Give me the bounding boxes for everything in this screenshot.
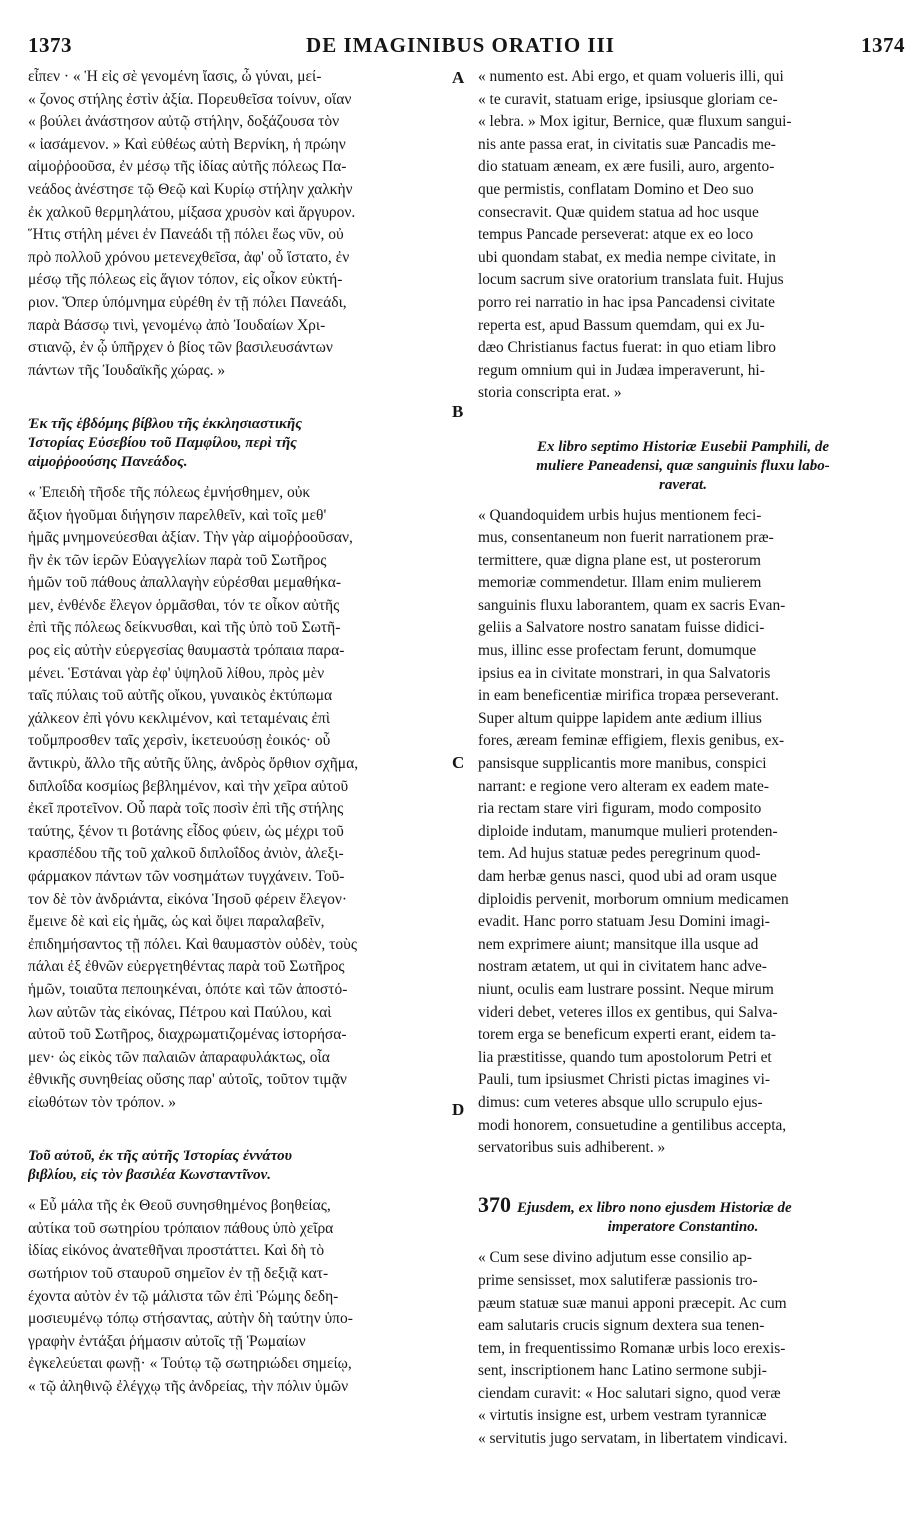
text-line: ριον. Ὅπερ ὑπόμνημα εὑρέθη ἐν τῇ πόλει Πανεάδι, [28,293,347,311]
text-line: μοσιευμένῳ τόπῳ στήσαντας, αὐτὴν δὴ ταύτην ὑπο- [28,1310,353,1328]
greek-text-block-2 [28,482,452,1115]
latin-heading-2-text: Ejusdem, ex libro nono ejusdem Historiæ de [517,1200,792,1217]
greek-column [28,66,452,1398]
latin-column [478,66,888,1451]
text-line: Ἱστορίας Εὐσεβίου τοῦ Παμφίλου, περὶ τῆς [28,434,297,451]
text-line: έχοντα αὐτὸν ἐν τῷ μάλιστα τῶν ἐπὶ Ῥώμης δεδη- [28,1287,339,1305]
text-line: storia conscripta erat. » [478,384,622,402]
text-line: ἄντικρὺ, ἄλλο τῆς αὐτῆς ὕλης, ἀνδρὸς ὄρθιον σχῆμα, [28,755,359,773]
text-line: ἡμῶν, τοιαῦτα πεποιηκέναι, ὁπότε καὶ τῶν ἀποστό- [28,980,348,998]
section-number: 370 [478,1192,511,1218]
text-line: dimus: cum veteres absque ullo scrupulo ejus- [478,1093,763,1111]
text-line: αἱμοῤῥοοῦσα, ἐν μέσῳ τῆς ἰδίας αὐτῆς πόλεως Πα- [28,158,347,176]
text-line: « te curavit, statuam erige, ipsiusque gloriam ce- [478,90,778,108]
text-line: narrant: e regione vero alteram ex eadem mate- [478,777,769,795]
latin-text-block-3 [478,1247,888,1450]
text-line: εἰωθότων τὸν τρόπον. » [28,1093,177,1111]
text-line: ἐθνικῆς συνηθείας οὔσης παρ' αὐτοῖς, τοῦτον τιμᾷν [28,1071,347,1089]
text-line: pæum statuæ suæ manui apponi præcepit. Ac cum [478,1294,787,1312]
text-line: eam salutaris crucis signum dextera sua tenen- [478,1317,765,1335]
text-line: porro rei narratio in hac ipsa Pancadensi civitate [478,293,776,311]
text-line: prime sensisset, mox salutiferæ passionis tro- [478,1271,758,1289]
text-line: tem. Ad hujus statuæ pedes peregrinum quod- [478,845,761,863]
text-line: ρος εἰς αὐτὴν εὐεργεσίας θαυμαστὰ τρόπαια παρα- [28,642,345,660]
text-line: regum omnium qui in Judæa imperaverunt, hi- [478,361,765,379]
text-line: tempus Pancade perseverat: atque ex eo loco [478,226,754,244]
text-line: « τῷ ἀληθινῷ ἐλέγχῳ τῆς ἀνδρείας, τὴν πόλιν ὑμῶν [28,1377,349,1395]
text-line: ipsius ea in civitate monstrari, in qua Salvatoris [478,664,771,682]
text-line: nis ante passa erat, in civitatis suæ Pancadis me- [478,135,776,153]
text-line: modi honorem, consuetudine a gentilibus accepta, [478,1116,787,1134]
text-line: ἰδίας εἰκόνος ἀνατεθῆναι προστάττει. Καὶ δὴ τὸ [28,1242,325,1260]
text-line: παρὰ Βάσσῳ τινὶ, γενομένῳ ἀπὸ Ἰουδαίων Χρι- [28,316,326,334]
text-line: ἐπὶ τῆς πόλεως δείκνυσθαι, καὶ τῆς ὑπὸ τοῦ Σωτῆ- [28,619,341,637]
greek-heading-1 [28,415,452,472]
latin-heading-2-line-1 [478,1192,888,1218]
text-line: πάντων τῆς Ἰουδαϊκῆς χώρας. » [28,361,226,379]
text-line: ταύτης, ξένον τι βοτάνης εἶδος φύειν, ὡς μέχρι τοῦ [28,822,344,840]
text-line: φάρμακον πάντων τῶν νοσημάτων τυγχάνειν. Τοῦ- [28,868,345,885]
text-line: Τοῦ αὐτοῦ, ἐκ τῆς αὐτῆς Ἱστορίας ἐννάτου [28,1148,293,1165]
text-line: locum sacrum sive oratorium translata fuit. Hujus [478,271,784,289]
latin-heading-1 [478,438,888,495]
text-line: ἐπιδημήσαντος τῇ πόλει. Καὶ θαυμαστὸν οὐδὲν, τοὺς [28,935,357,953]
text-line: fores, æream feminæ effigiem, flexis genibus, ex- [478,732,785,750]
text-line: πρὸ πολλοῦ χρόνου μετενεχθεῖσα, ἀφ' οὗ ἵστατο, ἐν [28,248,350,266]
text-line: videri debet, veteres illos ex gentibus, qui Salva- [478,1003,778,1021]
text-line: que permistis, conflatam Domino et Deo suo [478,180,754,198]
text-line: ἐκεῖ προτεῖνον. Οὗ παρὰ τοῖς ποσὶν ἐπὶ τῆς στήλης [28,800,344,818]
text-line: ἣν ἐκ τῶν ἱερῶν Εὐαγγελίων παρὰ τοῦ Σωτῆρος [28,551,327,569]
text-line: νεάδος ἀνέστησε τῷ Θεῷ καὶ Κυρίῳ στήλην χαλκὴν [28,180,353,198]
page-number-right: 1374 [861,33,905,57]
margin-marker-b: B [452,402,464,421]
text-line: « Εὖ μάλα τῆς ἐκ Θεοῦ συνησθημένος βοηθείας, [28,1197,331,1215]
margin-marker-d: D [452,1100,465,1119]
text-line: κρασπέδου τῆς τοῦ χαλκοῦ διπλοΐδος ἀνιὸν, ἀλεξι- [28,845,344,863]
text-line: χάλκεον ἐπὶ γόνυ κεκλιμένον, καὶ τεταμέναις ἐπὶ [28,709,331,727]
text-line: μεν, ἐνθένδε ἔλεγον ὁρμᾶσθαι, τόν τε οἶκον αὐτῆς [28,596,340,614]
page-header [14,33,907,63]
latin-text-block-1 [478,66,888,405]
text-line: diploidis pervenit, morborum omnium medicamen [478,890,789,908]
text-line: « servitutis jugo servatam, in libertatem vindicavi. [478,1430,788,1448]
text-line: « ἰασάμενον. » Καὶ εὐθέως αὐτὴ Βερνίκη, ἡ πρώην [28,135,346,153]
latin-heading-2-line-2: imperatore Constantino. [607,1219,759,1236]
text-line: niunt, oculis eam lustrare possint. Neque mirum [478,980,774,998]
text-line: αὐτοῦ τοῦ Σωτῆρος, διαχρωματιζομένας ἱστορήσα- [28,1026,347,1044]
text-line: reperta est, apud Bassum quemdam, qui ex Ju- [478,316,765,334]
text-line: ἔμεινε δὲ καὶ εἰς ἡμᾶς, ὡς καὶ ὄψει παραλαβεῖν, [28,913,325,931]
text-line: ἡμῶν τοῦ πάθους ἀπαλλαγὴν εὑρέσθαι μεμαθήκα- [28,574,342,592]
text-line: βιβλίου, εἰς τὸν βασιλέα Κωνσταντῖνον. [28,1167,272,1184]
text-line: « ζονος στήλης ἐστὶν ἀξία. Πορευθεῖσα τοίνυν, οἵαν [28,90,352,108]
text-line: μεν· ὡς εἰκὸς τῶν παλαιῶν ἀπαραφυλάκτως, οἷα [28,1048,330,1066]
text-line: Ἥτις στήλη μένει ἐν Πανεάδι τῇ πόλει ἕως νῦν, οὐ [28,226,344,244]
text-line: Pauli, tum ipsiusmet Christi pictas imagines vi- [478,1071,770,1089]
text-line: dæo Christianus factus fuerat: in quo etiam libro [478,339,776,357]
text-line: μένει. Ἑστάναι γὰρ ἐφ' ὑψηλοῦ λίθου, πρὸς μὲν [28,664,325,682]
text-line: sanguinis fluxu laborantem, quam ex sacris Evan- [478,596,786,614]
text-line: nostram ætatem, ut qui in civitatem hanc adve- [478,958,767,976]
text-line: torem erga se beneficum experti erant, eidem ta- [478,1026,776,1044]
latin-text-block-2 [478,505,888,1160]
text-line: « lebra. » Mox igitur, Bernice, quæ fluxum sangui- [478,113,792,131]
text-line: ἄξιον ἡγοῦμαι διήγησιν παρελθεῖν, καὶ τοῖς μεθ' [28,506,327,524]
text-line: τον δὲ τὸν ἀνδριάντα, εἰκόνα Ἰησοῦ φέρειν ἔλεγον· [28,890,347,908]
text-line: servatoribus suis adhiberent. » [478,1139,666,1157]
text-line: « βούλει ἀνάστησον αὐτῷ στήλην, δοξάζουσα τὸν [28,113,340,131]
text-line: ciendam curavit: « Hoc salutari signo, quod veræ [478,1384,781,1402]
text-line: consecravit. Quæ quidem statua ad hoc usque [478,203,759,221]
text-line: memoriæ commendetur. Illam enim mulierem [478,574,762,592]
text-line: εἶπεν · « Ἡ εἰς σὲ γενομένη ἴασις, ὦ γύναι, μεί- [28,68,322,85]
text-line: ἐγκελεύεται φωνῇ· « Τούτῳ τῷ σωτηριώδει σημείῳ, [28,1355,352,1373]
text-line: αἱμοῤῥοούσης Πανεάδος. [28,453,188,470]
greek-text-block-3 [28,1195,452,1398]
text-line: « virtutis insigne est, urbem vestram tyrannicæ [478,1407,767,1425]
text-line: στιανῷ, ἐν ᾧ ὑπῆρχεν ὁ βίος τῶν βασιλευσάντων [28,339,333,357]
text-line: « Quandoquidem urbis hujus mentionem feci- [478,506,762,524]
text-line: τοὔμπροσθεν ταῖς χερσὶν, ἱκετευούσῃ ἐοικός· οὗ [28,732,331,750]
text-line: αὐτίκα τοῦ σωτηρίου τρόπαιον πάθους ὑπὸ χεῖρα [28,1219,334,1237]
greek-text-block-1 [28,66,452,382]
margin-marker-a: A [452,68,465,87]
text-line: sent, inscriptionem hanc Latino sermone subji- [478,1362,767,1380]
text-line: γραφὴν ἐντάξαι ῥήμασιν αὐτοῖς τῇ Ῥωμαίων [28,1332,306,1350]
text-line: σωτήριον τοῦ σταυροῦ σημεῖον ἐν τῇ δεξιᾷ κατ- [28,1264,329,1282]
text-line: Ex libro septimo Historiæ Eusebii Pamphili, de [536,438,830,455]
text-line: tem, in frequentissimo Romanæ urbis loco erexis- [478,1339,786,1357]
text-line: μέσῳ τῆς πόλεως εἰς ἅγιον τόπον, εἰς οἶκον εὐκτή- [28,271,343,289]
page-number-left: 1373 [28,33,72,57]
text-line: Ἐκ τῆς ἑβδόμης βίβλου τῆς ἐκκλησιαστικῆς [28,415,302,432]
text-line: ταῖς πύλαις τοῦ αὐτῆς οἴκου, γυναικὸς ἐκτύπωμα [28,687,333,705]
text-line: evadit. Hanc porro statuam Jesu Domini imagi- [478,913,770,931]
text-line: « numento est. Abi ergo, et quam volueris illi, qui [478,68,784,85]
text-line: mus, illinc esse profectam ferunt, domumque [478,642,757,660]
text-line: raverat. [659,476,707,493]
text-line: mus, consentaneum non fuerit narrationem præ- [478,529,774,547]
text-line: pansisque supplicantis more manibus, conspici [478,755,767,773]
text-line: geliis a Salvatore nostro sanatam fuisse didici- [478,619,765,637]
text-line: lia præstitisse, quando tum apostolorum Petri et [478,1048,772,1066]
text-line: « Ἐπειδὴ τῆσδε τῆς πόλεως ἐμνήσθημεν, οὐκ [28,483,311,501]
text-line: diploide indutam, manumque mulieri protenden- [478,822,778,840]
text-line: λων αὐτῶν τὰς εἰκόνας, Πέτρου καὶ Παύλου, καὶ [28,1003,332,1021]
text-line: ἡμᾶς μνημονεύεσθαι ἀξίαν. Τὴν γὰρ αἱμοῤῥοοῦσαν, [28,529,353,547]
text-line: ἐκ χαλκοῦ θερμηλάτου, μίξασα χρυσὸν καὶ ἄργυρον. [28,203,356,221]
running-title: DE IMAGINIBUS ORATIO III [306,33,615,57]
text-line: dio statuam æneam, ex ære fusili, auro, argento- [478,158,775,176]
text-line: διπλοΐδα κοσμίως βεβλημένον, καὶ τὴν χεῖρα αὐτοῦ [28,777,349,795]
text-line: « Cum sese divino adjutum esse consilio ap- [478,1249,753,1267]
text-line: ria rectam stare viri figuram, modo composito [478,800,762,818]
text-line: nem exprimere aiunt; mansitque illa usque ad [478,935,759,953]
text-line: muliere Paneadensi, quæ sanguinis fluxu labo- [536,457,830,474]
text-line: πάλαι ἐξ ἐθνῶν εὐεργετηθέντας παρὰ τοῦ Σωτῆρος [28,958,345,976]
greek-heading-2 [28,1147,452,1185]
text-line: ubi quondam stabat, ex media nempe civitate, in [478,248,776,266]
text-line: Super altum quippe lapidem ante ædium illius [478,709,762,727]
text-line: dam herbæ genus nasci, quod ubi ad oram usque [478,868,777,885]
text-line: in eam beneficentiæ mirifica tropæa perseverant. [478,687,779,705]
text-line: termittere, quæ digna plane est, ut posterorum [478,551,761,569]
margin-marker-c: C [452,753,465,772]
